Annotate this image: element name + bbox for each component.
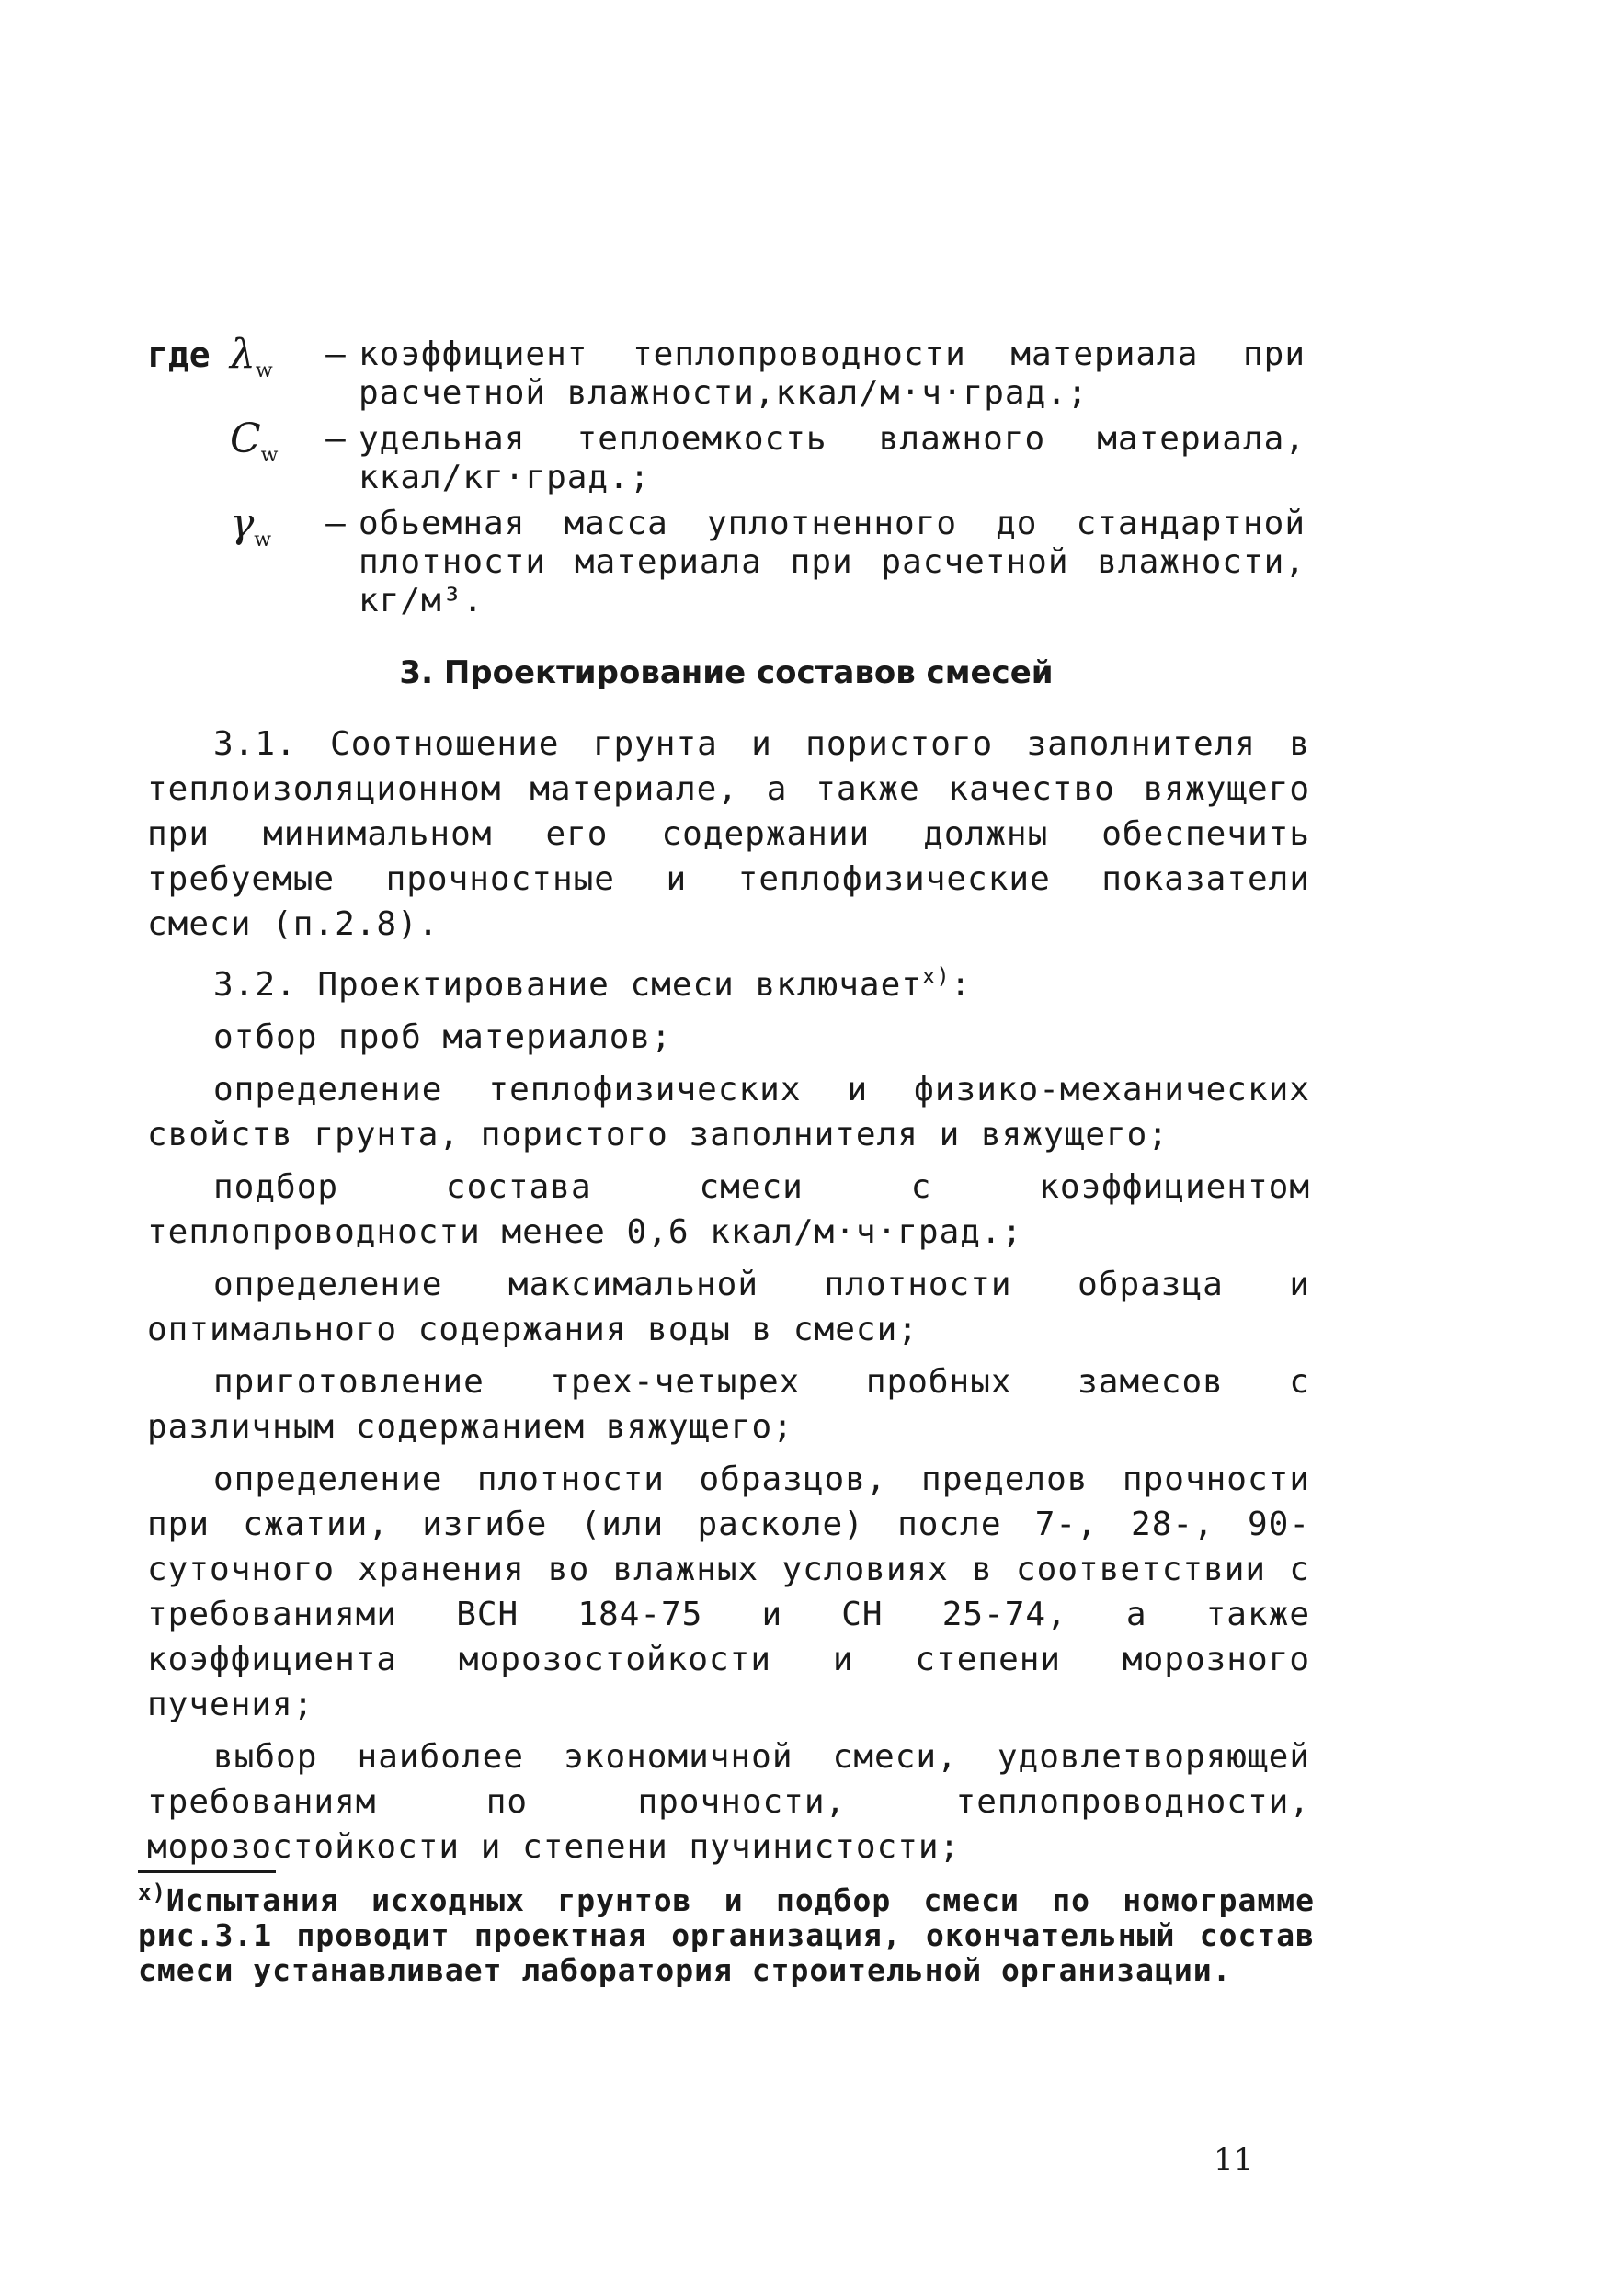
list-item: отбор проб материалов; [213,1018,672,1056]
paragraph-3-1: 3.1. Соотношение грунта и пористого заполнителя в теплоизоляционном материале, а также качество вяжущего при минимальном его содержании должны обеспечить требуемые прочностные и теплофизические показатели смеси (п.2.8). [147,725,1310,943]
list-item: подбор состава смеси с коэффициентом теплопроводности менее 0,6 ккал/м·ч·град.; [147,1168,1310,1251]
definition-row [147,500,1306,620]
list-item: выбор наиболее экономичной смеси, удовлетворяющей требованиям по прочности, теплопроводности, морозостойкости и степени пучинистости; [147,1738,1310,1866]
definition-text: коэффициент теплопроводности материала при расчетной влажности,ккал/м·ч·град.; [359,335,1306,412]
list-item: определение теплофизических и физико-механических свойств грунта, пористого заполнителя и вяжущего; [147,1071,1310,1154]
symbol-lambda: $\lambda_w$ [230,331,273,382]
footnote-divider [138,1870,276,1873]
paragraph-3-2: 3.2. Проектирование смеси включает$^{х)}$: [213,963,972,1004]
definition-text: обьемная масса уплотненного до стандартной плотности материала при расчетной влажности, кг/м³. [359,505,1306,619]
section-heading: 3. Проектирование составов смесей [399,654,1054,691]
symbol-c: $C_w$ [230,415,279,467]
definition-dash: – [325,335,346,373]
list-item: определение максимальной плотности образца и оптимального содержания воды в смеси; [147,1266,1310,1348]
footnote [138,1875,1315,1988]
definitions-block [147,331,1306,628]
symbol-gamma: $\gamma_w$ [230,500,272,551]
page-number: 11 [1214,2142,1254,2178]
definition-lead: где [147,335,211,375]
definition-dash: – [325,505,346,542]
definition-dash: – [325,420,346,458]
definition-text: удельная теплоемкость влажного материала, ккал/кг·град.; [359,420,1306,496]
list-item: приготовление трех-четырех пробных замесов с различным содержанием вяжущего; [147,1363,1310,1446]
footnote-marker: х) [921,963,951,989]
footnote-mark: х) [138,1880,166,1905]
definition-row [147,331,1306,413]
footnote-text: Испытания исходных грунтов и подбор смеси по номограмме рис.3.1 проводит проектная организация, окончательный состав смеси устанавливает лаборатория строительной организации. [138,1882,1315,1988]
body-text [147,722,1310,1877]
definition-row [147,415,1306,497]
list-item: определение плотности образцов, пределов прочности при сжатии, изгибе (или расколе) после 7-, 28-, 90-суточного хранения во влажных условиях в соответствии с требованиями ВСН 184-75 и СН 25-74, а также коэффициента морозостойкости и степени морозного пучения; [147,1461,1310,1723]
